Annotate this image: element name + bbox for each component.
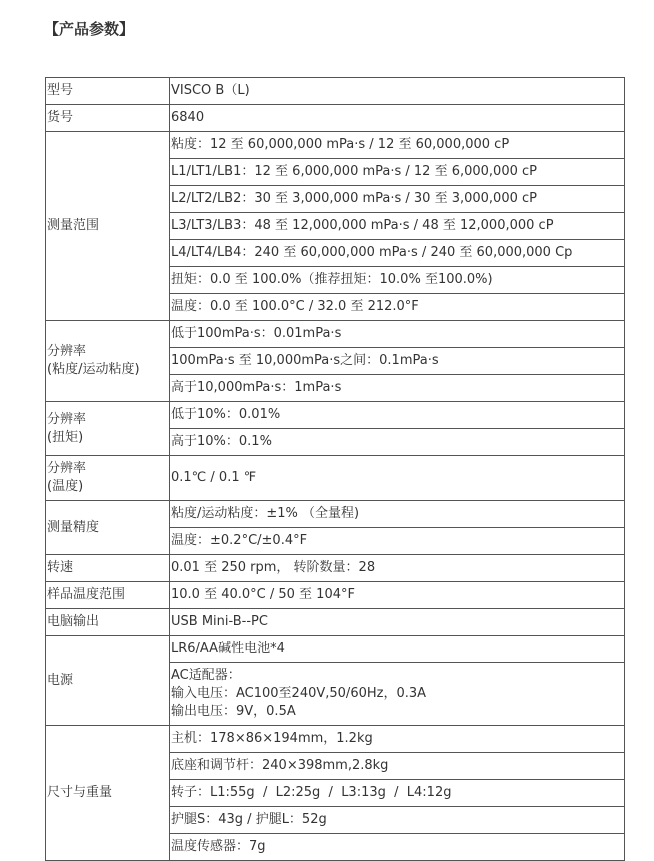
range-value: L1/LT1/LB1：12 至 6,000,000 mPa·s / 12 至 6,000,000 cP	[170, 159, 625, 186]
row-label-speed: 转速	[46, 555, 170, 582]
row-value-pc-output: USB Mini-B--PC	[170, 609, 625, 636]
row-value-sample-temperature: 10.0 至 40.0°C / 50 至 104°F	[170, 582, 625, 609]
label-line: (扭矩)	[47, 429, 84, 445]
row-label-range: 测量范围	[46, 132, 170, 321]
adapter-line: 输入电压：AC100至240V,50/60Hz，0.3A	[171, 686, 427, 701]
table-row	[46, 402, 625, 429]
row-label-accuracy: 测量精度	[46, 501, 170, 555]
adapter-line: AC适配器：	[171, 668, 241, 683]
accuracy-value: 粘度/运动粘度：±1% （全量程)	[170, 501, 625, 528]
range-value: L2/LT2/LB2：30 至 3,000,000 mPa·s / 30 至 3,000,000 cP	[170, 186, 625, 213]
row-value-model: VISCO B（L)	[170, 78, 625, 105]
table-row	[46, 555, 625, 582]
label-line: (粘度/运动粘度)	[47, 362, 140, 377]
row-label-resolution-viscosity	[46, 321, 170, 402]
label-line: (温度)	[47, 479, 84, 494]
label-line: 分辨率	[47, 411, 87, 427]
resolution-viscosity-value: 低于100mPa·s：0.01mPa·s	[170, 321, 625, 348]
spec-table	[45, 77, 625, 861]
resolution-viscosity-value: 高于10,000mPa·s：1mPa·s	[170, 375, 625, 402]
row-label-size-weight: 尺寸与重量	[46, 726, 170, 861]
table-row	[46, 78, 625, 105]
power-adapter-value	[170, 663, 625, 726]
table-row	[46, 726, 625, 753]
section-heading: 【产品参数】	[44, 20, 135, 38]
range-value: 扭矩：0.0 至 100.0%（推荐扭矩：10.0% 至100.0%)	[170, 267, 625, 294]
accuracy-value: 温度：±0.2°C/±0.4°F	[170, 528, 625, 555]
size-weight-value: 温度传感器：7g	[170, 834, 625, 861]
table-row	[46, 132, 625, 159]
table-row	[46, 105, 625, 132]
size-weight-value: 底座和调节杆：240×398mm,2.8kg	[170, 753, 625, 780]
row-label-resolution-temperature	[46, 456, 170, 501]
row-label-model: 型号	[46, 78, 170, 105]
range-value: L4/LT4/LB4：240 至 60,000,000 mPa·s / 240 至 60,000,000 Cp	[170, 240, 625, 267]
range-value: L3/LT3/LB3：48 至 12,000,000 mPa·s / 48 至 12,000,000 cP	[170, 213, 625, 240]
label-line: 分辨率	[47, 461, 87, 476]
range-value: 粘度：12 至 60,000,000 mPa·s / 12 至 60,000,000 cP	[170, 132, 625, 159]
power-battery-value: LR6/AA碱性电池*4	[170, 636, 625, 663]
row-label-resolution-torque	[46, 402, 170, 456]
table-row	[46, 456, 625, 501]
size-weight-value: 护腿S：43g / 护腿L：52g	[170, 807, 625, 834]
table-row	[46, 636, 625, 663]
size-weight-value: 主机：178×86×194mm，1.2kg	[170, 726, 625, 753]
row-value-speed: 0.01 至 250 rpm， 转阶数量：28	[170, 555, 625, 582]
range-value: 温度：0.0 至 100.0°C / 32.0 至 212.0°F	[170, 294, 625, 321]
table-row	[46, 609, 625, 636]
resolution-viscosity-value: 100mPa·s 至 10,000mPa·s之间：0.1mPa·s	[170, 348, 625, 375]
label-line: 分辨率	[47, 344, 87, 359]
size-weight-value: 转子：L1:55g / L2:25g / L3:13g / L4:12g	[170, 780, 625, 807]
row-label-power: 电源	[46, 636, 170, 726]
row-label-item-no: 货号	[46, 105, 170, 132]
table-row	[46, 582, 625, 609]
adapter-line: 输出电压：9V，0.5A	[171, 704, 296, 719]
resolution-torque-value: 高于10%：0.1%	[170, 429, 625, 456]
resolution-torque-value: 低于10%：0.01%	[170, 402, 625, 429]
row-label-sample-temperature: 样品温度范围	[46, 582, 170, 609]
resolution-temperature-value: 0.1℃ / 0.1 ℉	[170, 456, 625, 501]
row-label-pc-output: 电脑输出	[46, 609, 170, 636]
table-row	[46, 501, 625, 528]
table-row	[46, 321, 625, 348]
row-value-item-no: 6840	[170, 105, 625, 132]
